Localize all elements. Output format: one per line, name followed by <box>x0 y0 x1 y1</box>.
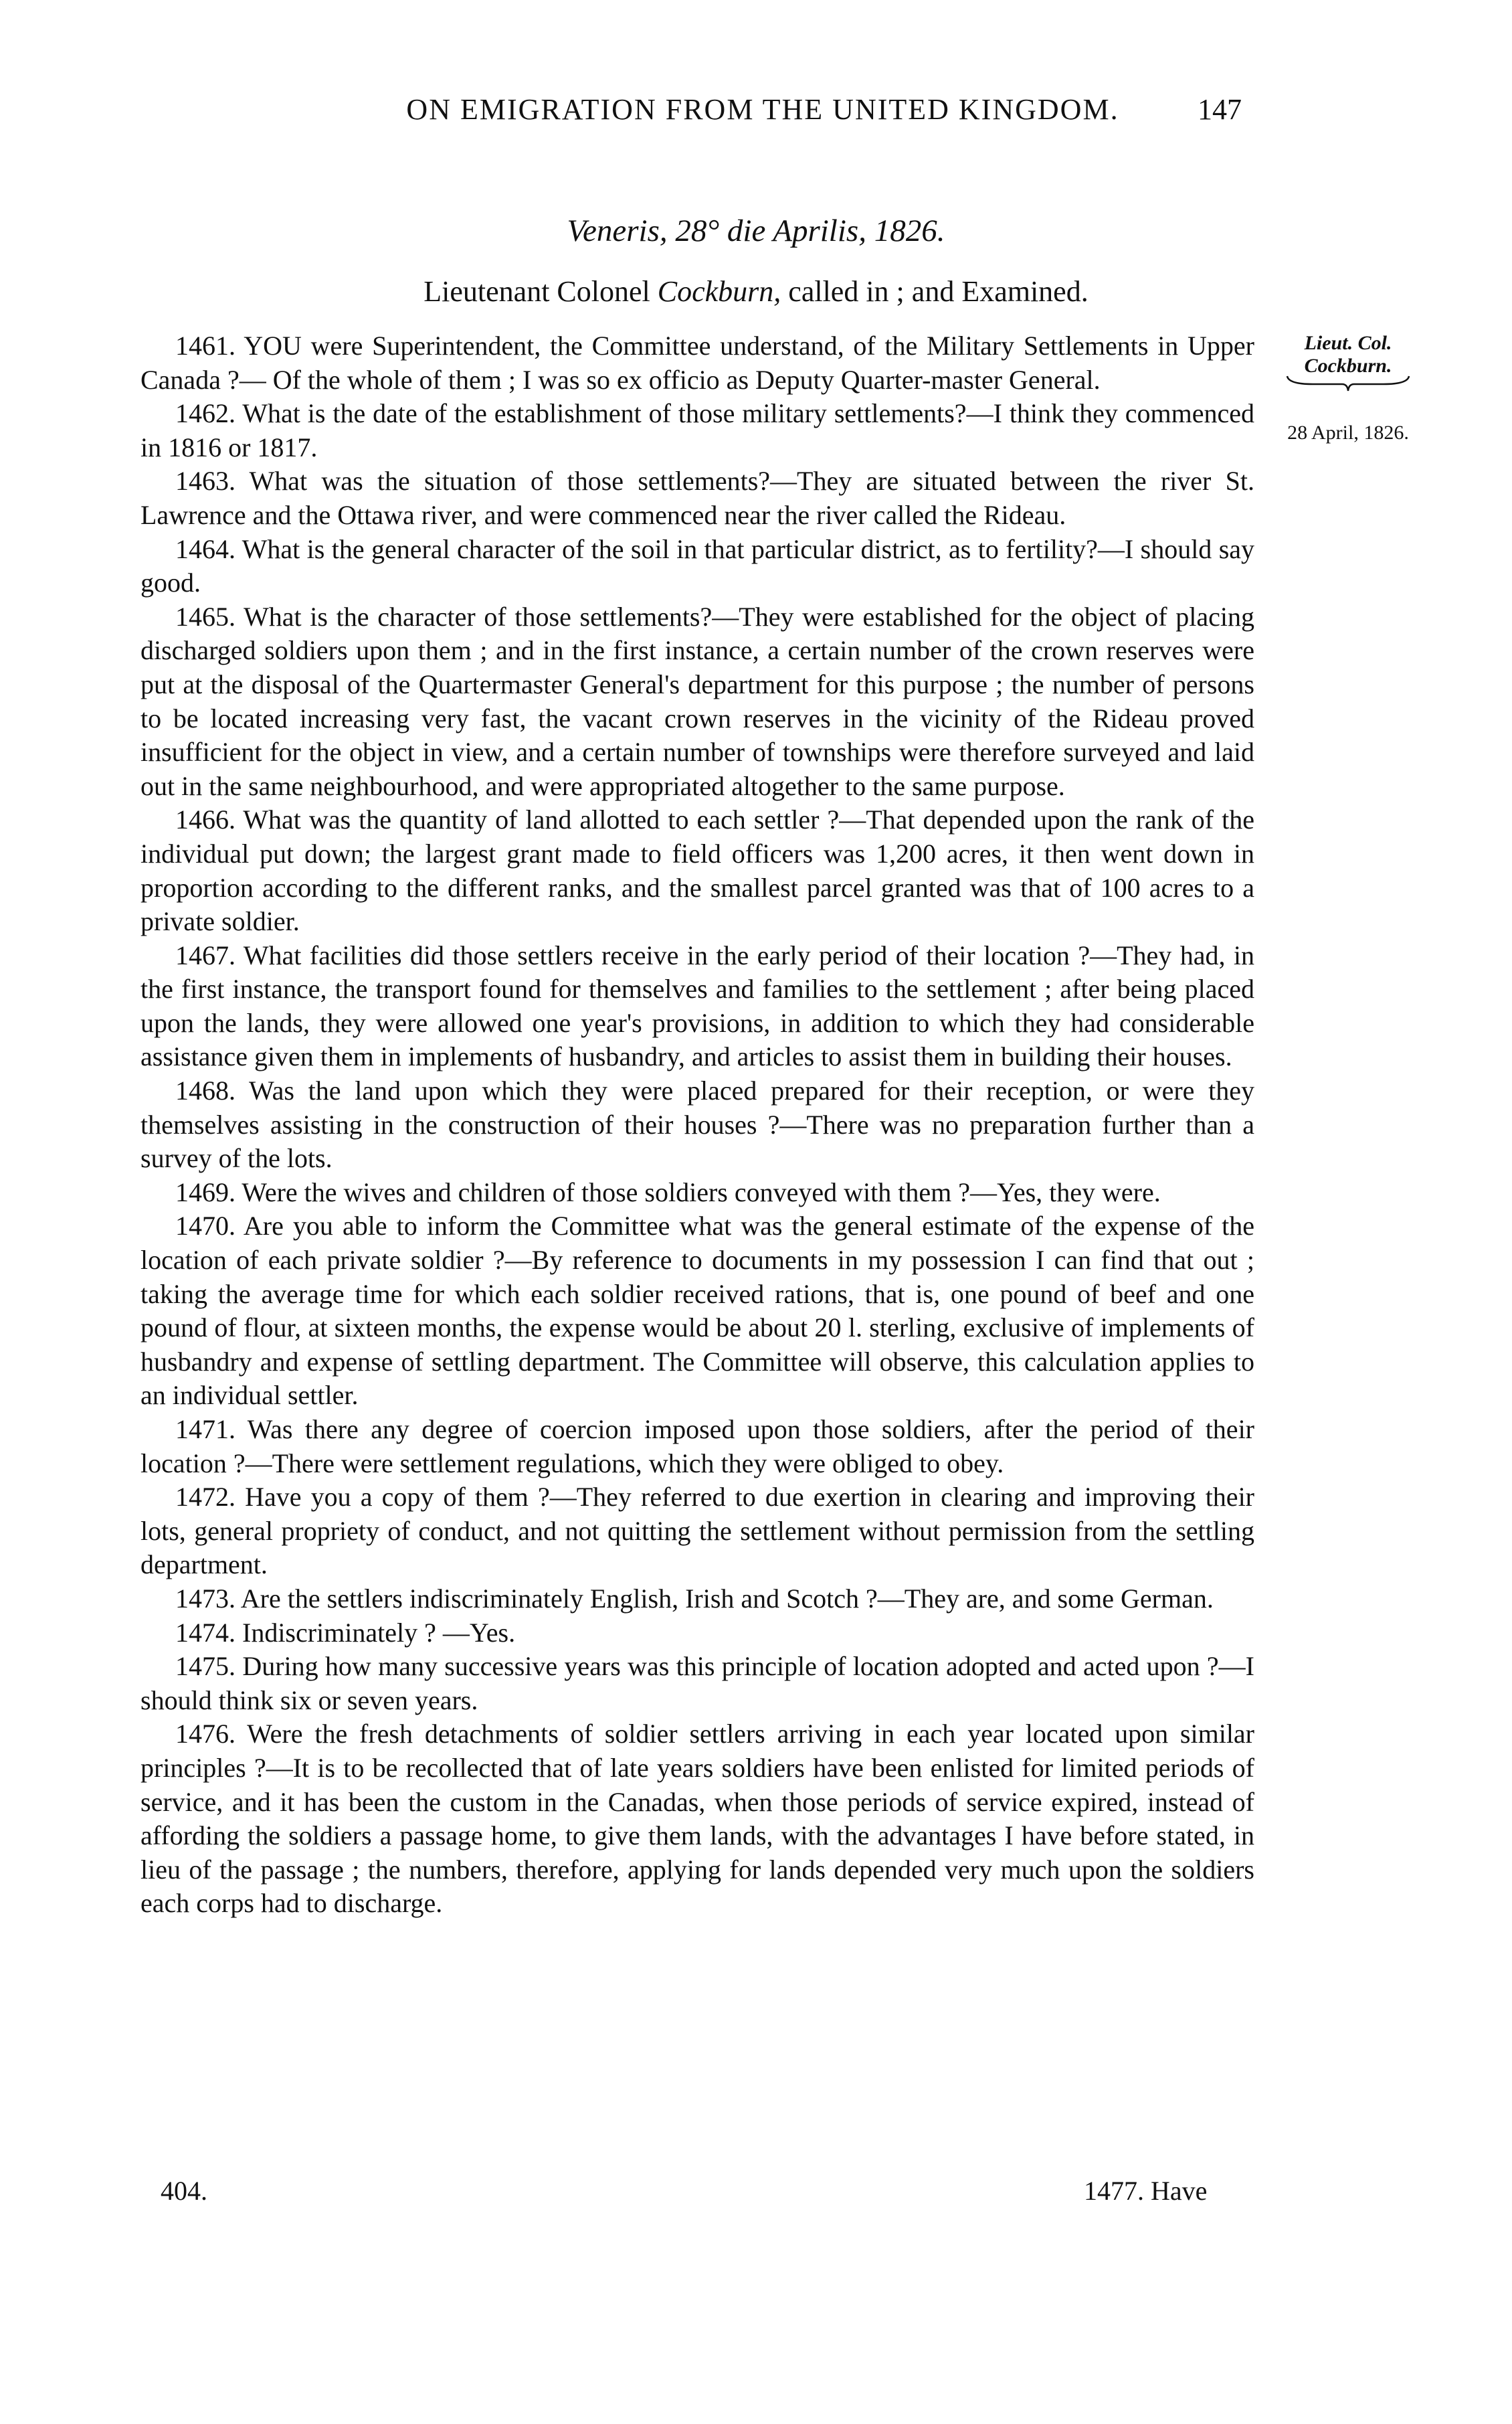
question-text: Were the wives and children of those soldiers conveyed with them ?—Yes, they were. <box>242 1177 1161 1207</box>
question-paragraph <box>140 464 1254 532</box>
question-paragraph <box>140 1480 1254 1582</box>
catchword: 1477. Have <box>1084 2176 1208 2206</box>
witness-prefix: Lieutenant Colonel <box>423 275 650 308</box>
question-text: Are you able to inform the Committee what was the general estimate of the expense of the location of each private soldier ?—By reference to documents in my possession I can find that out ; taking the average time for which each soldier received rations, that is, one pound of beef and one pound of flour, at sixteen months, the expense would be about 20 l. sterling, exclusive of implements of husbandry and expense of settling department. The Committee will observe, this calculation applies to an individual settler. <box>140 1211 1254 1411</box>
question-paragraph <box>140 1074 1254 1176</box>
question-number: 1465. <box>175 601 235 632</box>
question-paragraph <box>140 600 1254 804</box>
question-paragraph <box>140 1650 1254 1717</box>
question-number: 1461. <box>175 331 235 361</box>
question-paragraph <box>140 1209 1254 1413</box>
question-text: What is the date of the establishment of those military settlements?—I think they commenced in 1816 or 1817. <box>140 398 1255 462</box>
question-paragraph <box>140 803 1254 938</box>
page-number: 147 <box>1198 93 1242 126</box>
question-text: Were the fresh detachments of soldier settlers arriving in each year located upon similar principles ?—It is to be recollected that of late years soldiers have been enlisted for limited periods of service, and it has been the custom in the Canadas, when those periods of service expired, instead of affording the soldiers a passage home, to give them lands, with the advantages I have before stated, in lieu of the passage ; the numbers, therefore, applying for lands depended very much upon the soldiers each corps had to discharge. <box>140 1719 1255 1919</box>
question-text: Are the settlers indiscriminately English, Irish and Scotch ?—They are, and some German. <box>240 1583 1214 1614</box>
question-number: 1464. <box>175 533 235 564</box>
question-number: 1463. <box>175 466 235 497</box>
question-text: What facilities did those settlers receive in the early period of their location ?—They had, in the first instance, the transport found for themselves and families to the settlement ; after being placed upon the lands, they were allowed one year's provisions, in addition to which they had considerable assistance given them in implements of husbandry, and articles to assist them in building their houses. <box>140 940 1254 1072</box>
question-text: Indiscriminately ? —Yes. <box>242 1617 516 1648</box>
question-number: 1472. <box>175 1482 235 1512</box>
question-text: What was the quantity of land allotted to each settler ?—That depended upon the rank of the individual put down; the largest grant made to field officers was 1,200 acres, it then went down in proportion according to the different ranks, and the smallest parcel granted was that of 100 acres to a private soldier. <box>140 804 1254 937</box>
question-number: 1467. <box>175 940 235 970</box>
question-paragraph <box>140 1717 1254 1921</box>
margin-brace-icon <box>1286 375 1410 392</box>
question-number: 1466. <box>175 804 235 835</box>
question-paragraph <box>140 939 1254 1074</box>
signature-mark: 404. <box>161 2176 207 2206</box>
question-paragraph <box>140 397 1254 464</box>
question-paragraph <box>140 1413 1254 1480</box>
question-number: 1474. <box>175 1617 235 1648</box>
question-number: 1470. <box>175 1211 235 1241</box>
question-paragraph <box>140 1616 1254 1650</box>
question-number: 1476. <box>175 1719 235 1749</box>
question-paragraph <box>140 329 1254 397</box>
question-text: What was the situation of those settlements?—They are situated between the river St. Lawrence and the Ottawa river, and were commenced near the river called the Rideau. <box>140 466 1254 530</box>
question-text: What is the general character of the soil in that particular district, as to fertility?—I should say good. <box>140 533 1255 598</box>
witness-suffix: called in ; and Examined. <box>788 275 1089 308</box>
question-paragraph <box>140 1582 1254 1616</box>
witness-line <box>134 274 1378 309</box>
witness-name: Cockburn, <box>657 275 781 308</box>
testimony-body <box>140 329 1254 1921</box>
question-number: 1475. <box>175 1651 235 1682</box>
margin-witness-note: Lieut. Col. Cockburn. <box>1304 332 1392 377</box>
margin-date-note: 28 April, 1826. <box>1287 422 1409 444</box>
question-number: 1462. <box>175 398 235 429</box>
running-title: ON EMIGRATION FROM THE UNITED KINGDOM. <box>406 93 1119 126</box>
question-text: During how many successive years was this principle of location adopted and acted upon ?—I should think six or seven years. <box>140 1651 1254 1715</box>
question-number: 1468. <box>175 1075 235 1106</box>
question-number: 1469. <box>175 1177 235 1207</box>
session-date-line: Veneris, 28° die Aprilis, 1826. <box>567 213 945 248</box>
question-paragraph <box>140 533 1254 600</box>
question-text: What is the character of those settlements?—They were established for the object of placing discharged soldiers upon them ; and in the first instance, a certain number of the crown reserves were put at the disposal of the Quartermaster General's department for this purpose ; the number of persons to be located increasing very fast, the vacant crown reserves in the vicinity of the Rideau proved insufficient for the object in view, and a certain number of townships were therefore surveyed and laid out in the same neighbourhood, and were appropriated altogether to the same purpose. <box>140 601 1254 801</box>
question-text: Have you a copy of them ?—They referred to due exertion in clearing and improving their lots, general propriety of conduct, and not quitting the settlement without permission from the settling department. <box>140 1482 1254 1580</box>
question-text: Was there any degree of coercion imposed upon those soldiers, after the period of their location ?—There were settlement regulations, which they were obliged to obey. <box>140 1414 1254 1478</box>
question-number: 1473. <box>175 1583 235 1614</box>
question-paragraph <box>140 1176 1254 1210</box>
question-text: Was the land upon which they were placed prepared for their reception, or were they themselves assisting in the construction of their houses ?—There was no preparation further than a survey of the lots. <box>140 1075 1255 1174</box>
question-number: 1471. <box>175 1414 235 1444</box>
question-text: YOU were Superintendent, the Committee understand, of the Military Settlements in Upper Canada ?— Of the whole of them ; I was so ex officio as Deputy Quarter-master General. <box>140 331 1254 395</box>
